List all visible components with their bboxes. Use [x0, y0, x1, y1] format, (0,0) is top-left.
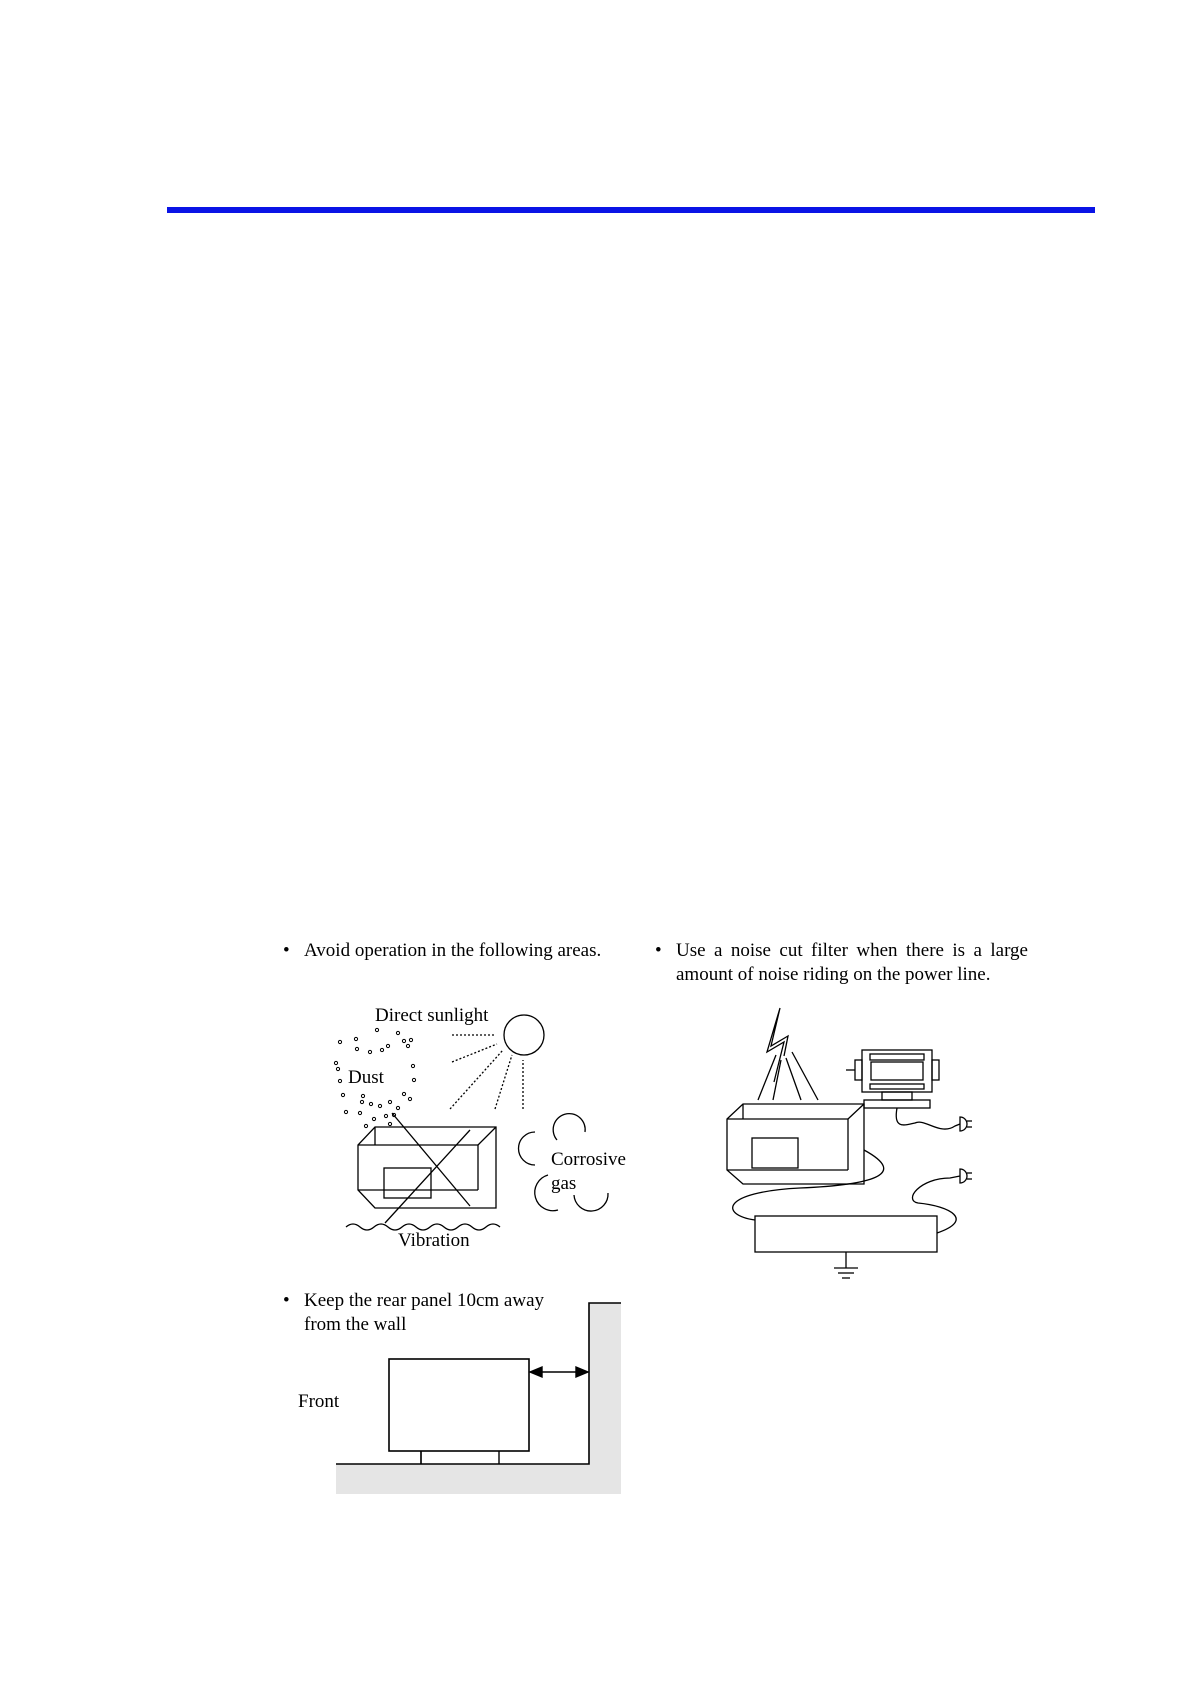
label-corrosive: Corrosive	[551, 1149, 626, 1170]
clearance-arrow	[530, 1367, 588, 1377]
label-dust: Dust	[348, 1067, 384, 1088]
motor-icon	[846, 1050, 939, 1108]
sun-rays	[450, 1035, 523, 1109]
bullet-marker: •	[655, 940, 662, 961]
label-direct-sunlight: Direct sunlight	[375, 1005, 489, 1026]
plug-icon	[960, 1117, 972, 1131]
figure-noise-filter	[727, 1008, 972, 1278]
motor-power-cord	[896, 1108, 960, 1129]
ground-icon	[834, 1252, 858, 1278]
instrument-box	[727, 1104, 864, 1184]
instrument-power-cord	[733, 1150, 884, 1220]
label-gas: gas	[551, 1173, 577, 1194]
label-front: Front	[298, 1391, 340, 1412]
bullet-noise-text: Use a noise cut filter when there is a large amount of noise riding on the power line.	[676, 940, 1028, 985]
bullet-rear-text: Keep the rear panel 10cm away from the wall	[304, 1290, 545, 1335]
filter-power-cord	[912, 1176, 960, 1233]
instrument-box-crossed	[358, 1113, 496, 1223]
plug-icon	[960, 1169, 972, 1183]
bullet-marker: •	[283, 1290, 290, 1311]
noise-filter-box	[755, 1216, 937, 1252]
instrument-side-view	[389, 1359, 529, 1451]
figure-avoid-areas	[334, 1005, 626, 1251]
sun-icon	[504, 1015, 544, 1055]
lightning-rays	[758, 1052, 818, 1100]
bullet-marker: •	[283, 940, 290, 961]
bullet-avoid-text: Avoid operation in the following areas.	[304, 940, 602, 961]
label-vibration: Vibration	[398, 1230, 470, 1251]
figure-rear-clearance	[298, 1303, 621, 1494]
